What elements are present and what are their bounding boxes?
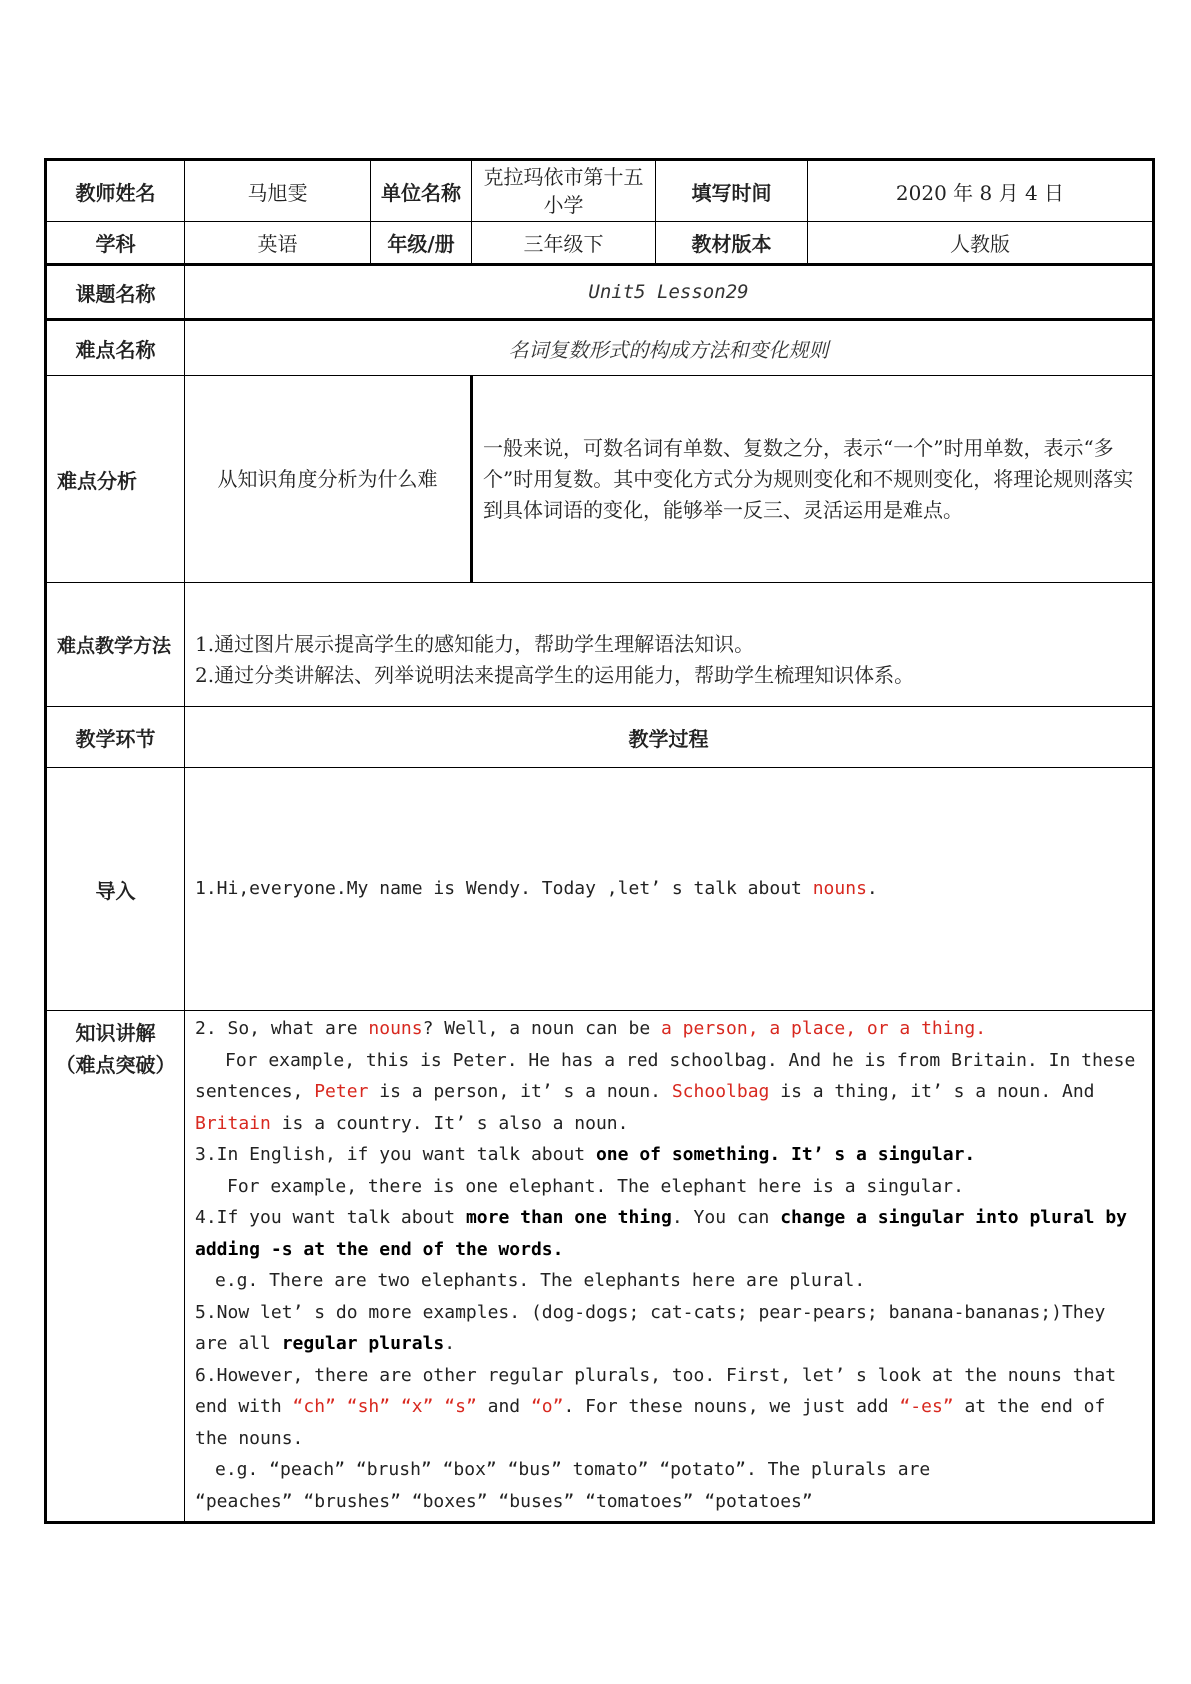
knowledge-p5: 5.Now let’ s do more examples. (dog-dogs; cat-cats; pear-pears; banana-bananas;)They are all regular plurals. [195,1301,1106,1354]
process-stage-label: 教学环节 [46,707,185,768]
fill-date-label: 填写时间 [656,160,808,222]
method-line-1: 1.通过图片展示提高学生的感知能力，帮助学生理解语法知识。 [195,631,755,656]
knowledge-p2-continued: For example, this is Peter. He has a red schoolbag. And he is from Britain. In these sentences, Peter is a person, it’ s a noun. Schoolbag is a thing, it’ s a noun. And Britain is a country. It’ s also a noun. [195,1049,1136,1134]
knowledge-p4-example: e.g. There are two elephants. The elephants here are plural. [215,1270,866,1291]
intro-text-b: . [866,878,878,900]
intro-text [185,768,1154,1011]
knowledge-row [46,1011,1154,1523]
knowledge-p2: 2. So, what are nouns? Well, a noun can be a person, a place, or a thing. [195,1018,987,1039]
subject-value: 英语 [185,222,371,265]
difficulty-label: 难点名称 [46,320,185,376]
grade-label: 年级/册 [371,222,472,265]
intro-text-nouns: nouns [812,878,867,900]
header-row-2 [46,222,1154,265]
edition-label: 教材版本 [656,222,808,265]
teacher-name-label: 教师姓名 [46,160,185,222]
knowledge-p6: 6.However, there are other regular plurals, too. First, let’ s look at the nouns that end with “ch” “sh” “x” “s” and “o”. For these nouns, we just add “-es” at the end of the nouns. [195,1364,1117,1449]
topic-row [46,265,1154,320]
knowledge-p6-example-2: “peaches” “brushes” “boxes” “buses” “tomatoes” “potatoes” [195,1490,813,1512]
header-row-1 [46,160,1154,222]
intro-text-a: 1.Hi,everyone.My name is Wendy. Today ,let’ s talk about [195,878,813,900]
method-line-2: 2.通过分类讲解法、列举说明法来提高学生的运用能力，帮助学生梳理知识体系。 [195,662,915,687]
teacher-name-value: 马旭雯 [185,160,371,222]
knowledge-p4: 4.If you want talk about more than one thing. You can change a singular into plural by adding -s at the end of the words. [195,1207,1127,1260]
edition-value: 人教版 [808,222,1154,265]
analysis-row [46,376,1154,583]
knowledge-label-2: （难点突破） [55,1053,176,1077]
difficulty-value: 名词复数形式的构成方法和变化规则 [185,320,1154,376]
fill-date-value: 2020 年 8 月 4 日 [808,160,1154,222]
unit-name-value: 克拉玛依市第十五小学 [472,160,656,222]
grade-value: 三年级下 [472,222,656,265]
knowledge-p3-example: For example, there is one elephant. The elephant here is a singular. [227,1175,964,1197]
intro-row [46,768,1154,1011]
knowledge-p3: 3.In English, if you want talk about one of something. It’ s a singular. [195,1144,976,1165]
topic-label: 课题名称 [46,265,185,320]
analysis-text: 一般来说，可数名词有单数、复数之分，表示“一个”时用单数，表示“多个”时用复数。其中变化方式分为规则变化和不规则变化，将理论规则落实到具体词语的变化，能够举一反三、灵活运用是难点。 [472,376,1154,583]
knowledge-label [46,1011,185,1523]
knowledge-p6-example-1: e.g. “peach” “brush” “box” “bus” tomato” “potato”. The plurals are [215,1459,931,1480]
method-row [46,583,1154,707]
unit-name-label: 单位名称 [371,160,472,222]
lesson-plan-document [44,158,1152,1524]
lesson-plan-table [44,158,1155,1524]
subject-label: 学科 [46,222,185,265]
process-header-row [46,707,1154,768]
analysis-label: 难点分析 [46,376,185,583]
knowledge-text [185,1011,1154,1523]
topic-value: Unit5 Lesson29 [185,265,1154,320]
analysis-sub-label: 从知识角度分析为什么难 [185,376,472,583]
method-label: 难点教学方法 [46,583,185,707]
intro-label: 导入 [46,768,185,1011]
process-label: 教学过程 [185,707,1154,768]
method-text [185,583,1154,707]
difficulty-row [46,320,1154,376]
knowledge-label-1: 知识讲解 [75,1021,156,1045]
